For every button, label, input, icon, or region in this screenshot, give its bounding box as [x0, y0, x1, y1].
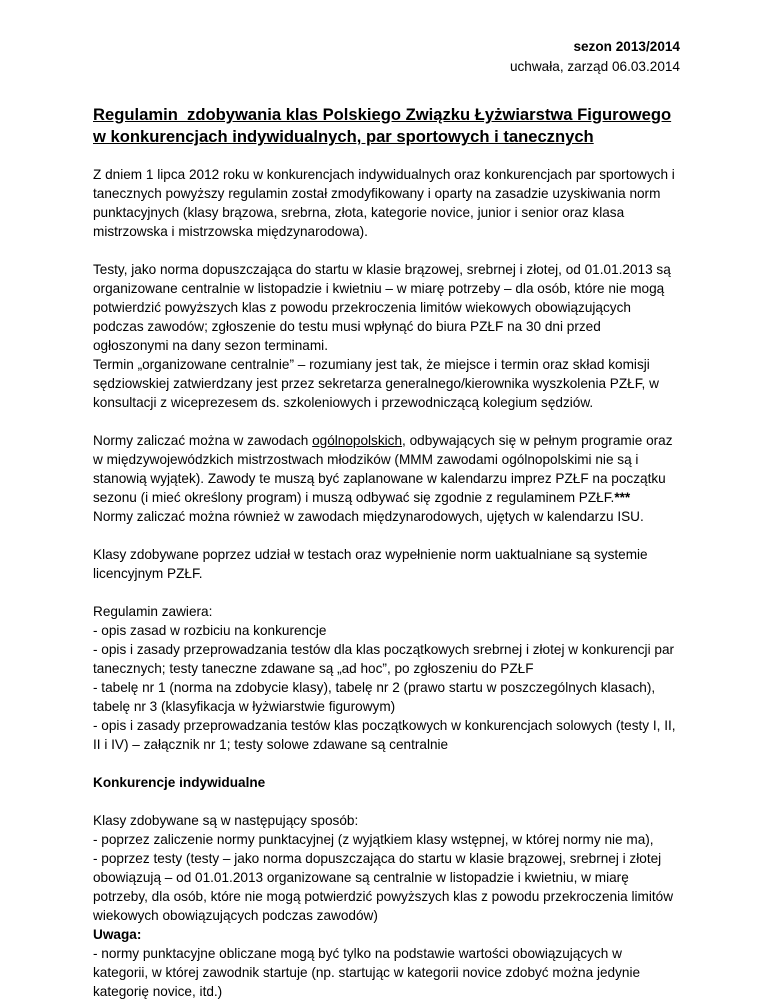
- international-norms-text: Normy zaliczać można również w zawodach międzynarodowych, ujętych w kalendarzu ISU.: [93, 509, 644, 524]
- title-line-1: Regulamin zdobywania klas Polskiego Związku Łyżwiarstwa Figurowego: [93, 105, 672, 124]
- title-line-2: w konkurencjach indywidualnych, par sportowych i tanecznych: [93, 127, 594, 146]
- intro-paragraph: Z dniem 1 lipca 2012 roku w konkurencjach indywidualnych oraz konkurencjach par sportowych i tanecznych powyższy regulamin został zmodyfikowany i oparty na zasadzie uzyskiwania norm punktacyjnych (klasy brązowa, srebrna, złota, kategorie novice, junior i senior oraz klasa mistrzowska i mistrzowska międzynarodowa).: [93, 167, 675, 239]
- contents-item: - opis i zasady przeprowadzania testów dla klas początkowych srebrnej i złotej w konkurencji par tanecznych; testy taneczne zdawane są „ad hoc”, po zgłoszeniu do PZŁF: [93, 642, 675, 676]
- norms-stars: ***: [614, 490, 631, 505]
- contents-heading: Regulamin zawiera:: [93, 604, 213, 619]
- note-label: Uwaga:: [93, 927, 142, 942]
- document-header: [93, 37, 680, 77]
- central-definition-text: Termin „organizowane centralnie” – rozumiany jest tak, że miejsce i termin oraz skład komisji sędziowskiej zatwierdzany jest przez sekretarza generalnego/kierownika wyszkolenia PZŁF, w konsultacji z wiceprezesem ds. szkoleniowych i przewodniczącą kolegium sędziów.: [93, 357, 659, 410]
- individual-section-heading: Konkurencje indywidualne: [93, 775, 266, 790]
- license-paragraph: Klasy zdobywane poprzez udział w testach oraz wypełnienie norm uaktualniane są systemie licencyjnym PZŁF.: [93, 547, 648, 581]
- contents-item: - tabelę nr 1 (norma na zdobycie klasy), tabelę nr 2 (prawo startu w poszczególnych klasach), tabelę nr 3 (klasyfikacja w łyżwiarstwie figurowym): [93, 680, 656, 714]
- season-label: sezon 2013/2014: [573, 39, 680, 54]
- norms-text-end: , odbywających się w pełnym programie oraz w międzywojewódzkich mistrzostwach młodzików (MMM zawodami ogólnopolskimi nie są i stanowią wyjątek). Zawody te muszą być zaplanowane w kalendarzu imprez PZŁF na początku sezonu (i mieć określony program) i muszą odbywać się zgodnie z regulaminem PZŁF.: [93, 433, 673, 505]
- document-title: [93, 104, 680, 148]
- contents-paragraph: [93, 602, 680, 754]
- individual-section-body: [93, 811, 680, 1001]
- norms-text: [93, 431, 680, 507]
- contents-item: - opis zasad w rozbiciu na konkurencje: [93, 623, 327, 638]
- norms-paragraph: [93, 431, 680, 526]
- tests-text: Testy, jako norma dopuszczająca do startu w klasie brązowej, srebrnej i złotej, od 01.01.2013 są organizowane centralnie w listopadzie i kwietniu – w miarę potrzeby – dla osób, które nie mogą potwierdzić powyższych klas z powodu przekroczenia limitów wiekowych obowiązujących podczas zawodów; zgłoszenie do testu musi wpłynąć do biura PZŁF na 30 dni przed ogłoszonymi na dany sezon terminami.: [93, 262, 671, 353]
- norms-underlined-term: ogólnopolskich: [312, 433, 403, 448]
- norms-text-start: Normy zaliczać można w zawodach: [93, 433, 313, 448]
- individual-item: - poprzez zaliczenie normy punktacyjnej (z wyjątkiem klasy wstępnej, w której normy nie ma),: [93, 832, 654, 847]
- individual-item: - poprzez testy (testy – jako norma dopuszczająca do startu w klasie brązowej, srebrnej i złotej obowiązują – od 01.01.2013 organizowane są centralnie w listopadzie i kwietniu, w miarę potrzeby, dla osób, które nie mogą potwierdzić powyższych klas z powodu przekroczenia limitów wiekowych obowiązujących podczas zawodów): [93, 851, 674, 923]
- individual-intro: Klasy zdobywane są w następujący sposób:: [93, 813, 359, 828]
- contents-item: - opis i zasady przeprowadzania testów klas początkowych w konkurencjach solowych (testy I, II, II i IV) – załącznik nr 1; testy solowe zdawane są centralnie: [93, 718, 676, 752]
- resolution-label: uchwała, zarząd 06.03.2014: [509, 59, 680, 74]
- note-item: - normy punktacyjne obliczane mogą być tylko na podstawie wartości obowiązujących w kategorii, w której zawodnik startuje (np. startując w kategorii novice zdobyć można jedynie kategorię novice, itd.): [93, 946, 641, 999]
- tests-paragraph: [93, 260, 680, 412]
